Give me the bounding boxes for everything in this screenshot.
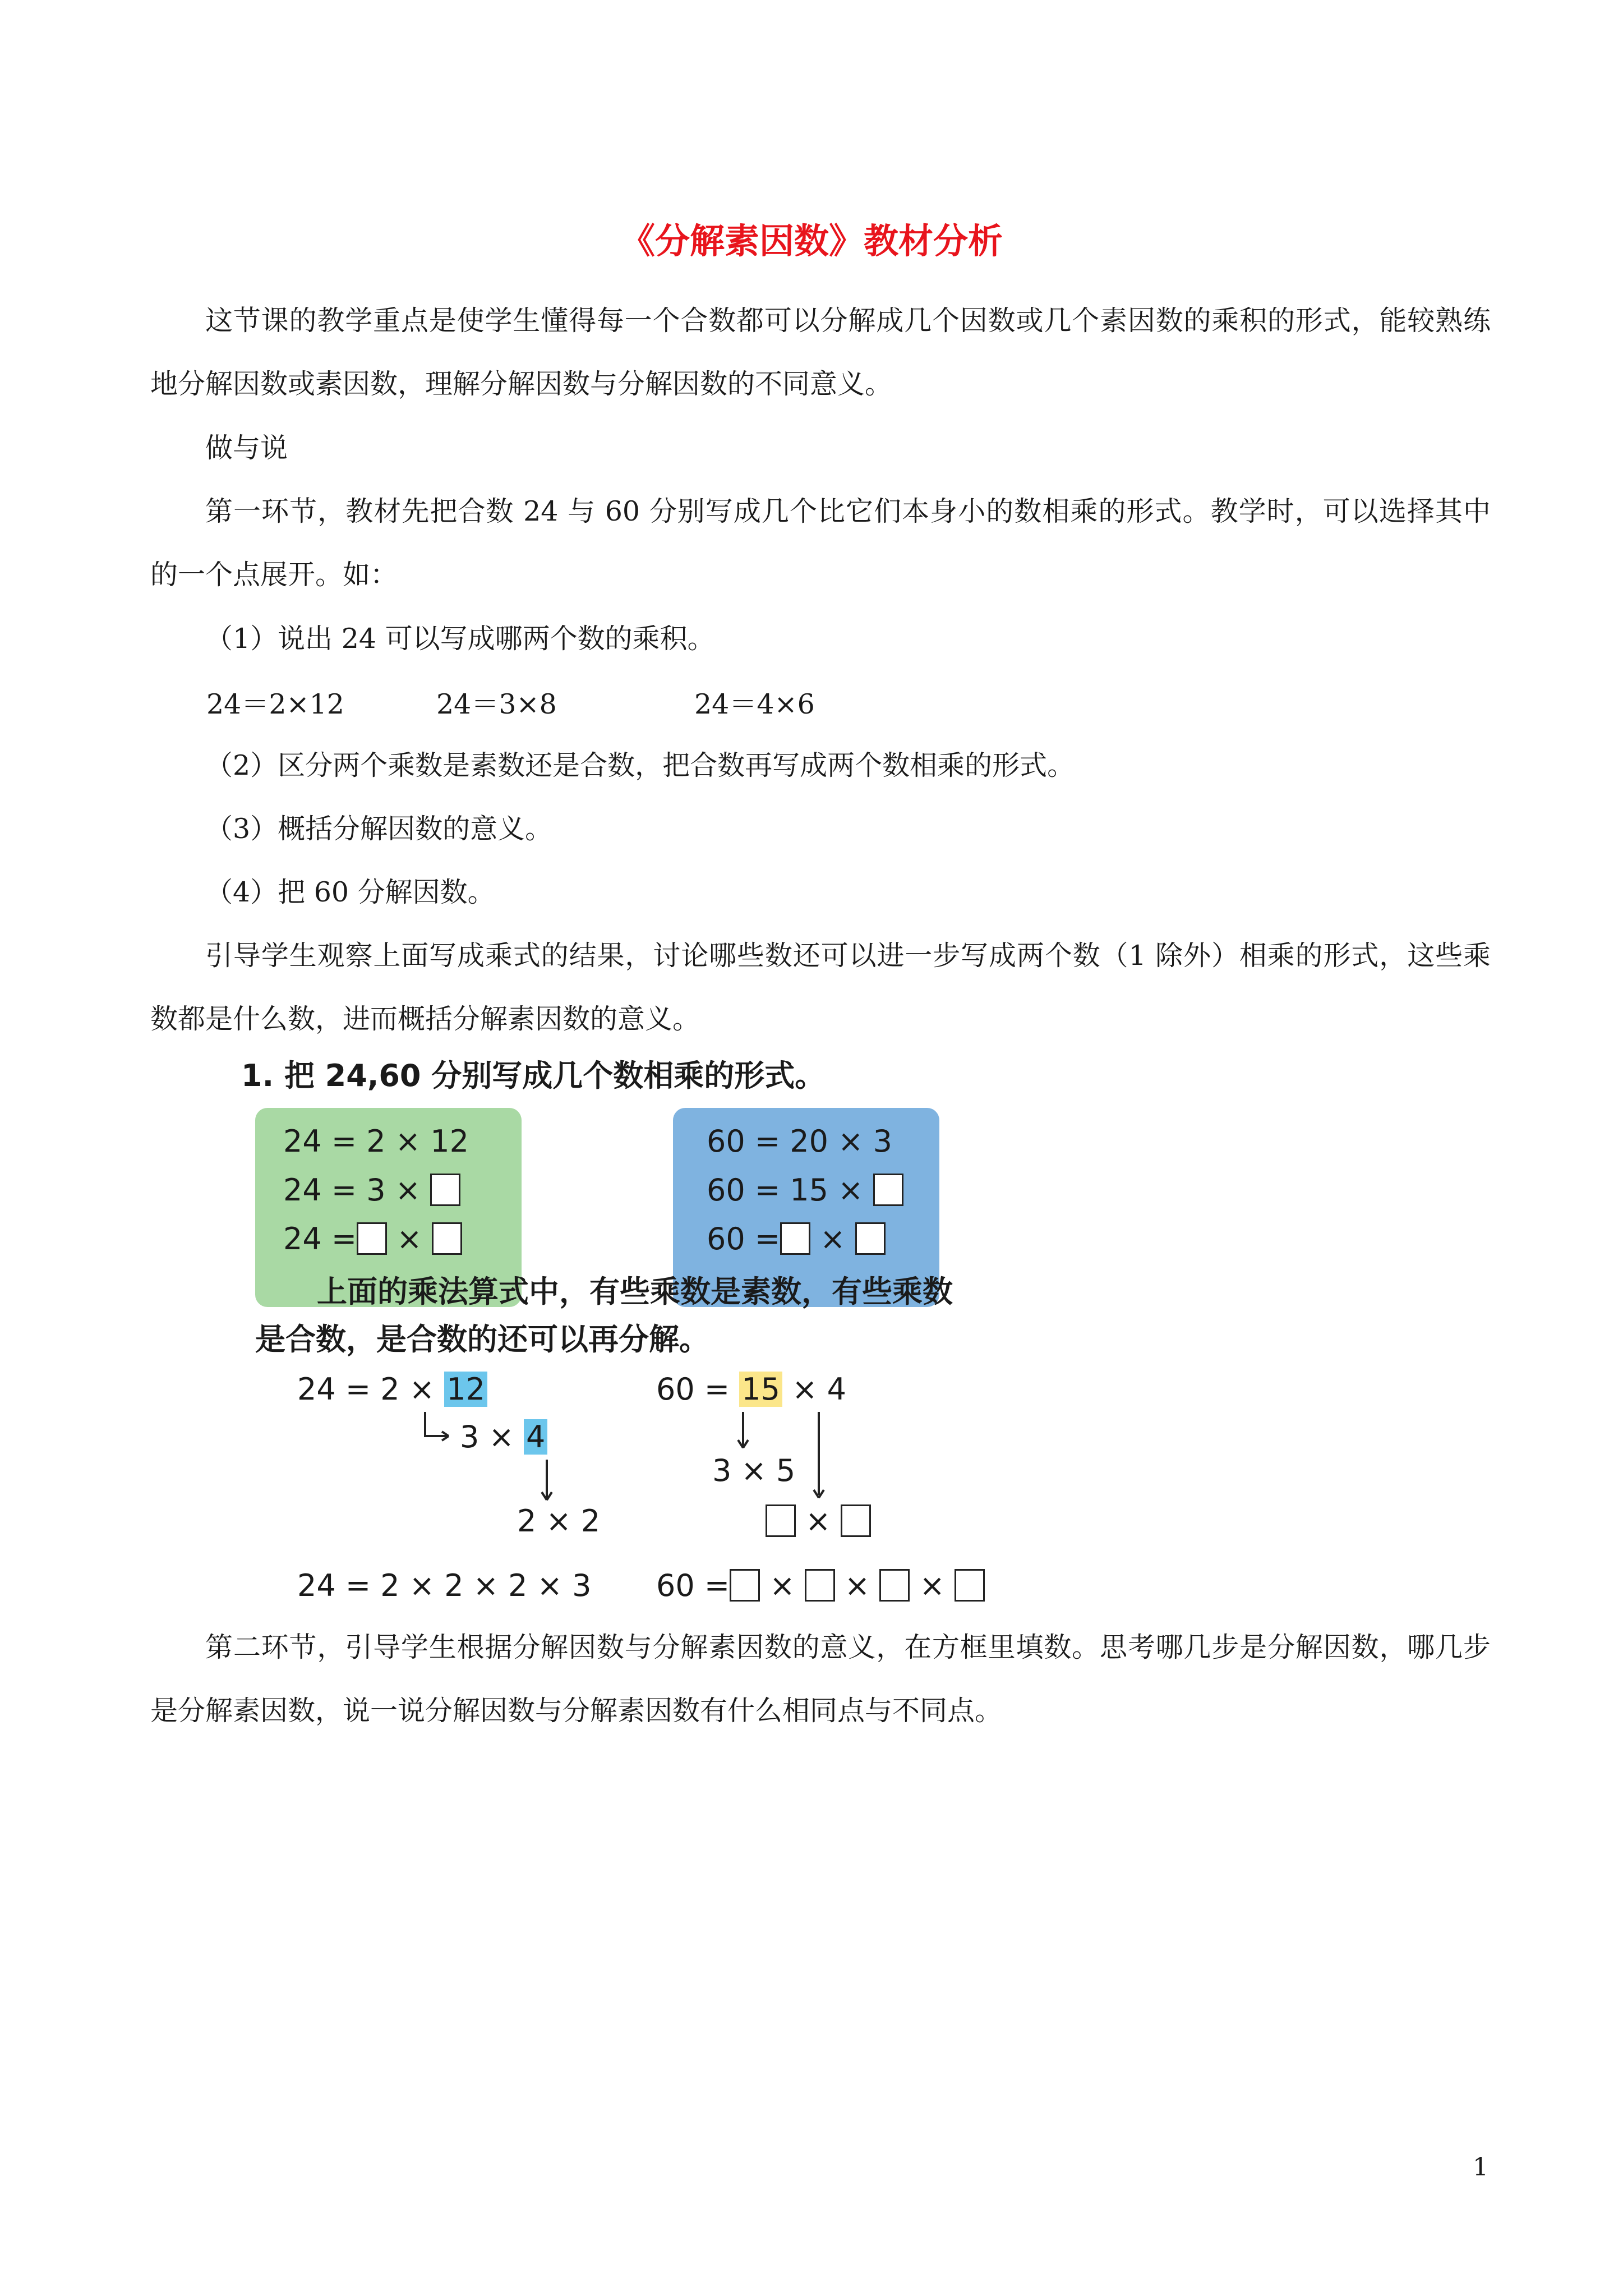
corner-arrow-icon xyxy=(421,1411,454,1450)
highlight-15: 15 xyxy=(739,1372,782,1407)
figure-note-line-2: 是合数，是合数的还可以再分解。 xyxy=(255,1322,709,1357)
left-tree-result: 24 = 2 × 2 × 2 × 3 xyxy=(297,1568,592,1603)
green-eq-1: 24 = 2 × 12 xyxy=(283,1124,469,1159)
right-tree-top: 60 = 15 × 4 xyxy=(656,1372,846,1407)
down-arrow-icon xyxy=(538,1458,555,1503)
paragraph-intro: 这节课的教学重点是使学生懂得每一个合数都可以分解成几个因数或几个素因数的乘积的形式，能较熟练地分解因数或素因数，理解分解因数与分解因数的不同意义。 xyxy=(150,305,1491,400)
highlight-12: 12 xyxy=(444,1372,487,1407)
figure-note-line-1: 上面的乘法算式中，有些乘数是素数，有些乘数 xyxy=(317,1274,953,1309)
blank-box[interactable] xyxy=(879,1569,910,1602)
left-tree-low: 2 × 2 xyxy=(517,1503,601,1539)
blank-box[interactable] xyxy=(730,1569,760,1602)
page-title: 《分解素因数》教材分析 xyxy=(620,220,1003,261)
blank-box[interactable] xyxy=(855,1222,886,1255)
right-tree-mid: 3 × 5 xyxy=(712,1453,796,1488)
blank-box[interactable] xyxy=(430,1174,460,1206)
blank-box[interactable] xyxy=(873,1174,903,1206)
blank-box[interactable] xyxy=(357,1222,387,1255)
textbook-figure xyxy=(241,1052,987,1607)
blank-box[interactable] xyxy=(780,1222,810,1255)
equation-24-4x6: 24＝4×6 xyxy=(694,688,815,720)
blank-box[interactable] xyxy=(805,1569,835,1602)
figure-heading: 1. 把 24,60 分别写成几个数相乘的形式。 xyxy=(241,1058,826,1093)
list-item-1: （1）说出 24 可以写成哪两个数的乘积。 xyxy=(205,623,715,655)
left-tree-mid: 3 × 4 xyxy=(460,1419,547,1455)
list-item-4: （4）把 60 分解因数。 xyxy=(205,876,495,908)
blue-eq-2: 60 = 15 × xyxy=(707,1172,903,1208)
paragraph-first-step: 第一环节，教材先把合数 24 与 60 分别写成几个比它们本身小的数相乘的形式。教学时，可以选择其中的一个点展开。如： xyxy=(150,495,1491,591)
equation-24-3x8: 24＝3×8 xyxy=(436,688,557,720)
blank-box[interactable] xyxy=(432,1222,462,1255)
page-number: 1 xyxy=(1473,2153,1488,2182)
blue-eq-1: 60 = 20 × 3 xyxy=(707,1124,892,1159)
highlight-4: 4 xyxy=(524,1419,547,1455)
down-arrow-icon xyxy=(810,1411,827,1506)
paragraph-guide: 引导学生观察上面写成乘式的结果，讨论哪些数还可以进一步写成两个数（1 除外）相乘的形式，这些乘数都是什么数，进而概括分解素因数的意义。 xyxy=(150,940,1491,1035)
green-eq-3: 24 = × xyxy=(283,1221,462,1257)
green-eq-2: 24 = 3 × xyxy=(283,1172,460,1208)
blank-box[interactable] xyxy=(955,1569,985,1602)
right-tree-low: × xyxy=(766,1503,871,1539)
section-heading-zuoyushuo: 做与说 xyxy=(205,432,288,464)
paragraph-second-step: 第二环节，引导学生根据分解因数与分解素因数的意义，在方框里填数。思考哪几步是分解因数，哪几步是分解素因数，说一说分解因数与分解素因数有什么相同点与不同点。 xyxy=(150,1631,1491,1727)
left-tree-top: 24 = 2 × 12 xyxy=(297,1372,487,1407)
blue-eq-3: 60 = × xyxy=(707,1221,886,1257)
list-item-2: （2）区分两个乘数是素数还是合数，把合数再写成两个数相乘的形式。 xyxy=(205,749,1075,781)
blank-box[interactable] xyxy=(841,1504,871,1537)
equation-24-2x12: 24＝2×12 xyxy=(206,688,344,720)
down-arrow-icon xyxy=(735,1411,751,1456)
blank-box[interactable] xyxy=(766,1504,796,1537)
right-tree-result: 60 = × × × xyxy=(656,1568,985,1603)
list-item-3: （3）概括分解因数的意义。 xyxy=(205,813,553,845)
